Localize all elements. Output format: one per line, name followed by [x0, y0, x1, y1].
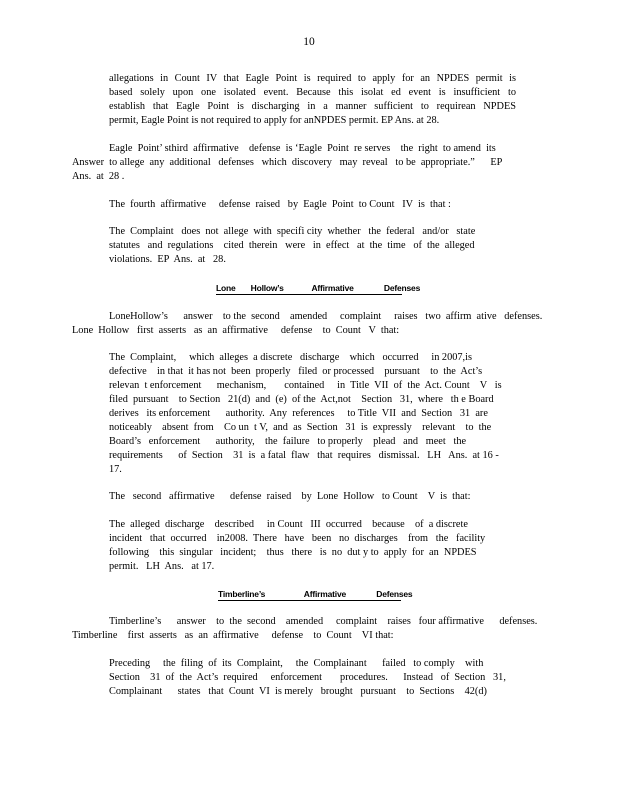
text-line: violations. EP Ans. at 28. [109, 254, 226, 265]
text-line: Timberline first asserts as an affirmative defense to Count VI that: [72, 630, 394, 641]
text-line: Complainant states that Count VI is merely brought pursuant to Sections 42(d) [109, 686, 487, 697]
heading-text: Timberline’s Affirmative Defenses [218, 589, 413, 599]
paragraph-lone-hollow-second-defense [109, 490, 529, 504]
text-line: LoneHollow’s answer to the second amended complaint raises two affirm ative defenses. [109, 311, 543, 322]
text-line: based solely upon one isolated event. Because this isolat ed event is insufficient to [109, 87, 516, 98]
text-line: establish that Eagle Point is discharging in a manner sufficient to requirean NPDES [109, 101, 516, 112]
paragraph-timberline-answer [72, 615, 542, 643]
text-line: Section 31 of the Act’s required enforcement procedures. Instead of Section 31, [109, 672, 506, 683]
text-line: Ans. at 28 . [72, 171, 125, 182]
text-line: Preceding the filing of its Complaint, the Complainant failed to comply with [109, 658, 484, 669]
text-line: incident that occurred in2008. There have been no discharges from the facility [109, 533, 486, 544]
text-line: The Complaint does not allege with specifi city whether the federal and/or state [109, 226, 476, 237]
text-line: The alleged discharge described in Count III occurred because of a discrete [109, 519, 468, 530]
text-line: Board’s enforcement authority, the failure to properly plead and meet the [109, 436, 467, 447]
paragraph-eagle-point-fourth-defense [109, 198, 529, 212]
text-line: Timberline’s answer to the second amended complaint raises four affirmative defenses. [109, 616, 538, 627]
text-line: permit, Eagle Point is not required to apply for anNPDES permit. EP Ans. at 28. [109, 115, 440, 126]
text-line: noticeably absent from Co un t V, and as Section 31 is expressly relevant to the [109, 422, 492, 433]
block-quote-timberline-first-defense [109, 657, 529, 699]
block-quote-lone-hollow-second-defense [109, 518, 529, 574]
text-line: statutes and regulations cited therein were in effect at the time of the alleged [109, 240, 475, 251]
text-line: permit. LH Ans. at 17. [109, 561, 215, 572]
text-line: Eagle Point’ sthird affirmative defense is ‘Eagle Point re serves the right to amend its [109, 143, 496, 154]
text-line: The Complaint, which alleges a discrete discharge which occurred in 2007,is [109, 352, 472, 363]
text-line: allegations in Count IV that Eagle Point is required to apply for an NPDES permit is [109, 73, 516, 84]
text-line: requirements of Section 31 is a fatal flaw that requires dismissal. LH Ans. at 16 - [109, 450, 499, 461]
text-line: Answer to allege any additional defenses which discovery may reveal to be appropriate.” EP [72, 157, 503, 168]
text-line: filed pursuant to Section 21(d) and (e) of the Act,not Section 31, where th e Board [109, 394, 494, 405]
block-quote-lone-hollow-first-defense [109, 351, 529, 477]
text-line: following this singular incident; thus there is no dut y to apply for an NPDES [109, 547, 477, 558]
paragraph-lone-hollow-answer [72, 310, 542, 338]
paragraph-eagle-point-third-defense [72, 142, 532, 184]
text-line: derives its enforcement authority. Any references to Title VII and Section 31 are [109, 408, 488, 419]
text-line: The fourth affirmative defense raised by Eagle Point to Count IV is that : [109, 199, 451, 210]
page-number: 10 [303, 36, 315, 48]
text-line: defective in that it has not been properly filed or processed pursuant to the Act’s [109, 366, 483, 377]
text-line: 17. [109, 464, 122, 475]
section-heading-lone-hollow [216, 283, 421, 295]
text-line: relevan t enforcement mechanism, contained in Title VII of the Act. Count V is [109, 380, 502, 391]
text-line: Lone Hollow first asserts as an affirmative defense to Count V that: [72, 325, 400, 336]
block-quote-eagle-point-count-iv [109, 72, 516, 128]
section-heading-timberline [218, 589, 413, 601]
heading-text: Lone Hollow’s Affirmative Defenses [216, 283, 421, 293]
text-line: The second affirmative defense raised by Lone Hollow to Count V is that: [109, 491, 471, 502]
block-quote-eagle-point-fourth-defense [109, 225, 529, 267]
